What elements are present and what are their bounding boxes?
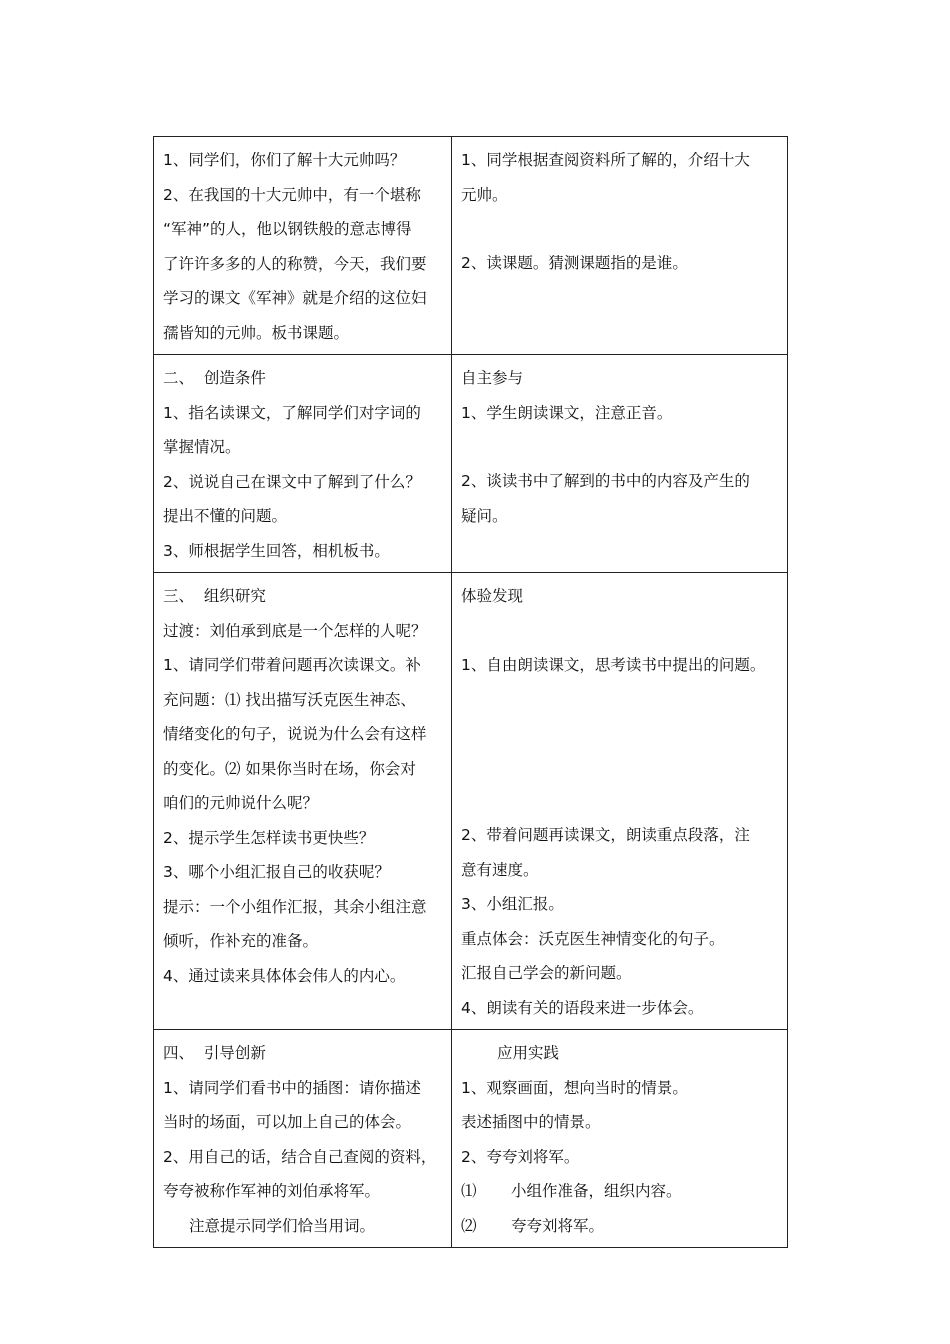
- cell-line: 1、学生朗读课文，注意正音。: [461, 403, 673, 422]
- cell-line: 3、哪个小组汇报自己的收获呢？: [163, 863, 390, 881]
- cell-line: 4、朗读有关的语段来进一步体会。: [461, 998, 704, 1017]
- cell-line: 2、读课题。猜测课题指的是谁。: [461, 254, 688, 272]
- table-row: [154, 573, 788, 1030]
- student-activity-cell: [452, 137, 788, 355]
- cell-line: 元帅。: [461, 185, 508, 204]
- cell-line: 重点体会：沃克医生神情变化的句子。: [461, 929, 725, 948]
- teacher-activity-cell: [154, 1030, 452, 1248]
- student-activity-cell: [452, 355, 788, 573]
- cell-line: 意有速度。: [461, 860, 539, 879]
- teacher-activity-cell: [154, 355, 452, 573]
- cell-line: 充问题：⑴ 找出描写沃克医生神态、: [163, 690, 416, 709]
- section-heading: 应用实践: [497, 1044, 560, 1062]
- cell-line: 表述插图中的情景。: [461, 1113, 601, 1131]
- cell-line: 掌握情况。: [163, 438, 241, 456]
- cell-line: 提出不懂的问题。: [163, 507, 288, 525]
- cell-line: 2、在我国的十大元帅中，有一个堪称: [163, 185, 421, 204]
- cell-line: 2、夸夸刘将军。: [461, 1147, 580, 1166]
- cell-line: 情绪变化的句子，说说为什么会有这样: [163, 725, 427, 743]
- cell-line: 学习的课文《军神》就是介绍的这位妇: [163, 289, 427, 307]
- section-heading: 三、 组织研究: [163, 587, 266, 605]
- cell-line: “军神”的人，他以钢铁般的意志博得: [163, 220, 412, 238]
- lesson-plan-table: [153, 136, 788, 1248]
- cell-line: 疑问。: [461, 506, 508, 525]
- cell-line: 1、指名读课文，了解同学们对字词的: [163, 403, 421, 422]
- cell-line: 注意提示同学们恰当用词。: [189, 1216, 376, 1235]
- section-heading: 二、 创造条件: [163, 369, 266, 387]
- cell-line: 1、同学根据查阅资料所了解的，介绍十大: [461, 151, 750, 169]
- cell-line: 2、谈读书中了解到的书中的内容及产生的: [461, 472, 750, 490]
- section-heading: 体验发现: [461, 587, 524, 605]
- cell-line: 过渡：刘伯承到底是一个怎样的人呢？: [163, 621, 427, 640]
- cell-line: 1、请同学们看书中的插图：请你描述: [163, 1078, 421, 1097]
- cell-line: 3、小组汇报。: [461, 895, 564, 913]
- cell-line: 4、通过读来具体体会伟人的内心。: [163, 966, 406, 985]
- table-row: [154, 355, 788, 573]
- cell-line: 了许许多多的人的称赞，今天，我们要: [163, 254, 427, 273]
- cell-line: 汇报自己学会的新问题。: [461, 964, 632, 982]
- cell-line: 3、师根据学生回答，相机板书。: [163, 541, 390, 560]
- cell-line: 当时的场面，可以加上自己的体会。: [163, 1113, 412, 1131]
- cell-line: 2、用自己的话，结合自己查阅的资料，: [163, 1147, 437, 1166]
- cell-line: ⑴ 小组作准备，组织内容。: [461, 1182, 682, 1200]
- table-row: [154, 137, 788, 355]
- teacher-activity-cell: [154, 573, 452, 1030]
- cell-line: 1、同学们，你们了解十大元帅吗？: [163, 151, 406, 169]
- cell-line: 提示：一个小组作汇报，其余小组注意: [163, 897, 427, 916]
- teacher-activity-cell: [154, 137, 452, 355]
- cell-line: 2、说说自己在课文中了解到了什么？: [163, 472, 421, 491]
- cell-line: 2、提示学生怎样读书更快些？: [163, 828, 375, 847]
- cell-line: 夸夸被称作军神的刘伯承将军。: [163, 1182, 381, 1200]
- table-row: [154, 1030, 788, 1248]
- cell-line: 的变化。⑵ 如果你当时在场，你会对: [163, 759, 416, 778]
- cell-line: 1、自由朗读课文，思考读书中提出的问题。: [461, 655, 766, 674]
- cell-line: 倾听，作补充的准备。: [163, 932, 319, 950]
- section-heading: 四、 引导创新: [163, 1044, 266, 1062]
- student-activity-cell: [452, 1030, 788, 1248]
- cell-line: 1、请同学们带着问题再次读课文。补: [163, 656, 421, 674]
- student-activity-cell: [452, 573, 788, 1030]
- cell-line: 2、带着问题再读课文，朗读重点段落，注: [461, 826, 750, 844]
- cell-line: 1、观察画面，想向当时的情景。: [461, 1078, 688, 1097]
- section-heading: 自主参与: [461, 369, 524, 387]
- cell-line: 孺皆知的元帅。板书课题。: [163, 323, 350, 342]
- cell-line: ⑵ 夸夸刘将军。: [461, 1216, 604, 1235]
- cell-line: 咱们的元帅说什么呢？: [163, 794, 319, 812]
